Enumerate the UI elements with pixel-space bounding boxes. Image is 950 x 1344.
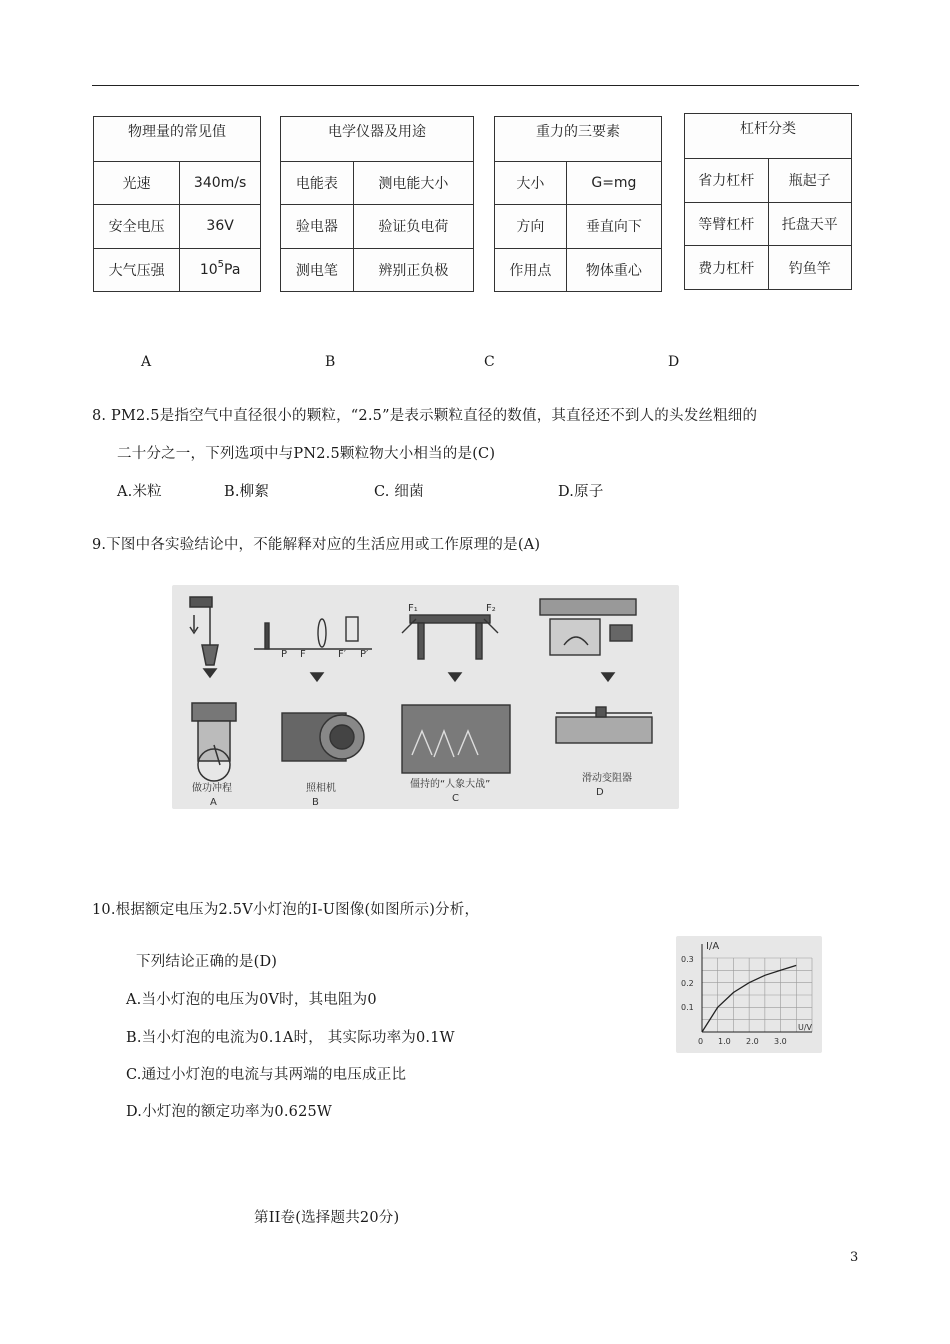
table-cell: 费力杠杆 bbox=[685, 246, 769, 290]
caption-letter-a: A bbox=[210, 797, 217, 808]
table-instruments bbox=[280, 116, 474, 292]
y-tick-label: 0.2 bbox=[681, 979, 694, 988]
value-base: 10 bbox=[199, 261, 218, 278]
table-cell: 测电能大小 bbox=[353, 162, 473, 205]
page-number: 3 bbox=[850, 1250, 859, 1265]
caption-letter-d: D bbox=[596, 787, 604, 798]
table-cell: 安全电压 bbox=[94, 205, 180, 248]
table-cell: 等臂杠杆 bbox=[685, 202, 769, 246]
x-tick-label: 0 bbox=[698, 1037, 704, 1046]
label-p: P bbox=[281, 649, 288, 660]
label-f: F bbox=[300, 649, 306, 660]
table-common-values bbox=[93, 116, 261, 292]
table-cell: 电能表 bbox=[281, 162, 354, 205]
table-cell: 托盘天平 bbox=[768, 202, 852, 246]
header-rule bbox=[92, 85, 859, 86]
experiment-figure bbox=[172, 585, 679, 809]
iu-graph bbox=[676, 936, 822, 1053]
table-title: 物理量的常见值 bbox=[94, 117, 261, 162]
table-title: 电学仪器及用途 bbox=[281, 117, 474, 162]
label-p-prime: P′ bbox=[360, 649, 369, 660]
panel-b-camera bbox=[254, 617, 372, 761]
table-cell: 省力杠杆 bbox=[685, 159, 769, 203]
x-tick-label: 3.0 bbox=[774, 1037, 787, 1046]
q8-line2: 二十分之一，下列选项中与PN2.5颗粒物大小相当的是(C) bbox=[117, 446, 496, 462]
table-cell: 大小 bbox=[495, 162, 567, 205]
table-cell: 瓶起子 bbox=[768, 159, 852, 203]
caption-b: 照相机 bbox=[306, 783, 336, 794]
q10-choice-a: A.当小灯泡的电压为0V时，其电阻为0 bbox=[126, 992, 377, 1008]
table-levers bbox=[684, 113, 852, 290]
x-axis-label: U/V bbox=[798, 1023, 813, 1032]
q8-line1: 8. PM2.5是指空气中直径很小的颗粒，“2.5”是表示颗粒直径的数值，其直径还不到人的头发丝粗细的 bbox=[92, 408, 758, 424]
value-unit: Pa bbox=[224, 261, 241, 278]
x-tick-label: 2.0 bbox=[746, 1037, 759, 1046]
label-f1: F₁ bbox=[408, 603, 418, 614]
option-a-label: A bbox=[141, 354, 152, 370]
value-exponent: 5 bbox=[217, 258, 225, 270]
label-f2: F₂ bbox=[486, 603, 496, 614]
table-cell: 测电笔 bbox=[281, 248, 354, 291]
table-cell: 340m/s bbox=[180, 162, 261, 205]
q10-choice-d: D.小灯泡的额定功率为0.625W bbox=[126, 1104, 333, 1120]
label-f-prime: F′ bbox=[338, 649, 347, 660]
table-cell: G=mg bbox=[566, 162, 661, 205]
q8-choice-a: A.米粒 bbox=[117, 484, 162, 500]
q10-stem: 10.根据额定电压为2.5V小灯泡的I-U图像(如图所示)分析， bbox=[92, 902, 480, 918]
caption-letter-b: B bbox=[312, 797, 319, 808]
option-c-label: C bbox=[484, 354, 495, 370]
q8-choice-d: D.原子 bbox=[558, 484, 604, 500]
option-b-label: B bbox=[325, 354, 336, 370]
y-tick-label: 0.1 bbox=[681, 1003, 694, 1012]
table-cell bbox=[180, 248, 261, 291]
q10-choice-b: B.当小灯泡的电流为0.1A时， 其实际功率为0.1W bbox=[126, 1030, 455, 1046]
option-d-label: D bbox=[668, 354, 680, 370]
table-cell: 钓鱼竿 bbox=[768, 246, 852, 290]
q8-choice-c: C. 细菌 bbox=[374, 484, 424, 500]
table-cell: 方向 bbox=[495, 205, 567, 248]
panel-c-tug bbox=[402, 615, 510, 773]
q10-choice-c: C.通过小灯泡的电流与其两端的电压成正比 bbox=[126, 1067, 407, 1083]
caption-a: 做功冲程 bbox=[192, 783, 232, 794]
y-tick-label: 0.3 bbox=[681, 955, 694, 964]
table-cell: 大气压强 bbox=[94, 248, 180, 291]
table-title: 杠杆分类 bbox=[685, 114, 852, 159]
table-cell: 垂直向下 bbox=[566, 205, 661, 248]
table-cell: 36V bbox=[180, 205, 261, 248]
table-cell: 物体重心 bbox=[566, 248, 661, 291]
table-cell: 验电器 bbox=[281, 205, 354, 248]
caption-c: 僵持的“人象大战” bbox=[410, 779, 491, 790]
q8-choice-b: B.柳絮 bbox=[224, 484, 270, 500]
caption-d: 滑动变阻器 bbox=[582, 773, 632, 784]
table-gravity bbox=[494, 116, 662, 292]
table-cell: 辨别正负极 bbox=[353, 248, 473, 291]
table-cell: 验证负电荷 bbox=[353, 205, 473, 248]
q9-stem: 9.下图中各实验结论中，不能解释对应的生活应用或工作原理的是(A) bbox=[92, 537, 541, 553]
caption-letter-c: C bbox=[452, 793, 459, 804]
y-axis-label: I/A bbox=[706, 941, 720, 952]
panel-a-engine bbox=[190, 597, 236, 781]
table-title: 重力的三要素 bbox=[495, 117, 662, 162]
table-cell: 作用点 bbox=[495, 248, 567, 291]
q10-sub: 下列结论正确的是(D) bbox=[136, 954, 278, 970]
panel-d-rheostat bbox=[540, 599, 652, 743]
table-cell: 光速 bbox=[94, 162, 180, 205]
section-title: 第II卷(选择题共20分) bbox=[254, 1210, 400, 1226]
x-tick-label: 1.0 bbox=[718, 1037, 731, 1046]
